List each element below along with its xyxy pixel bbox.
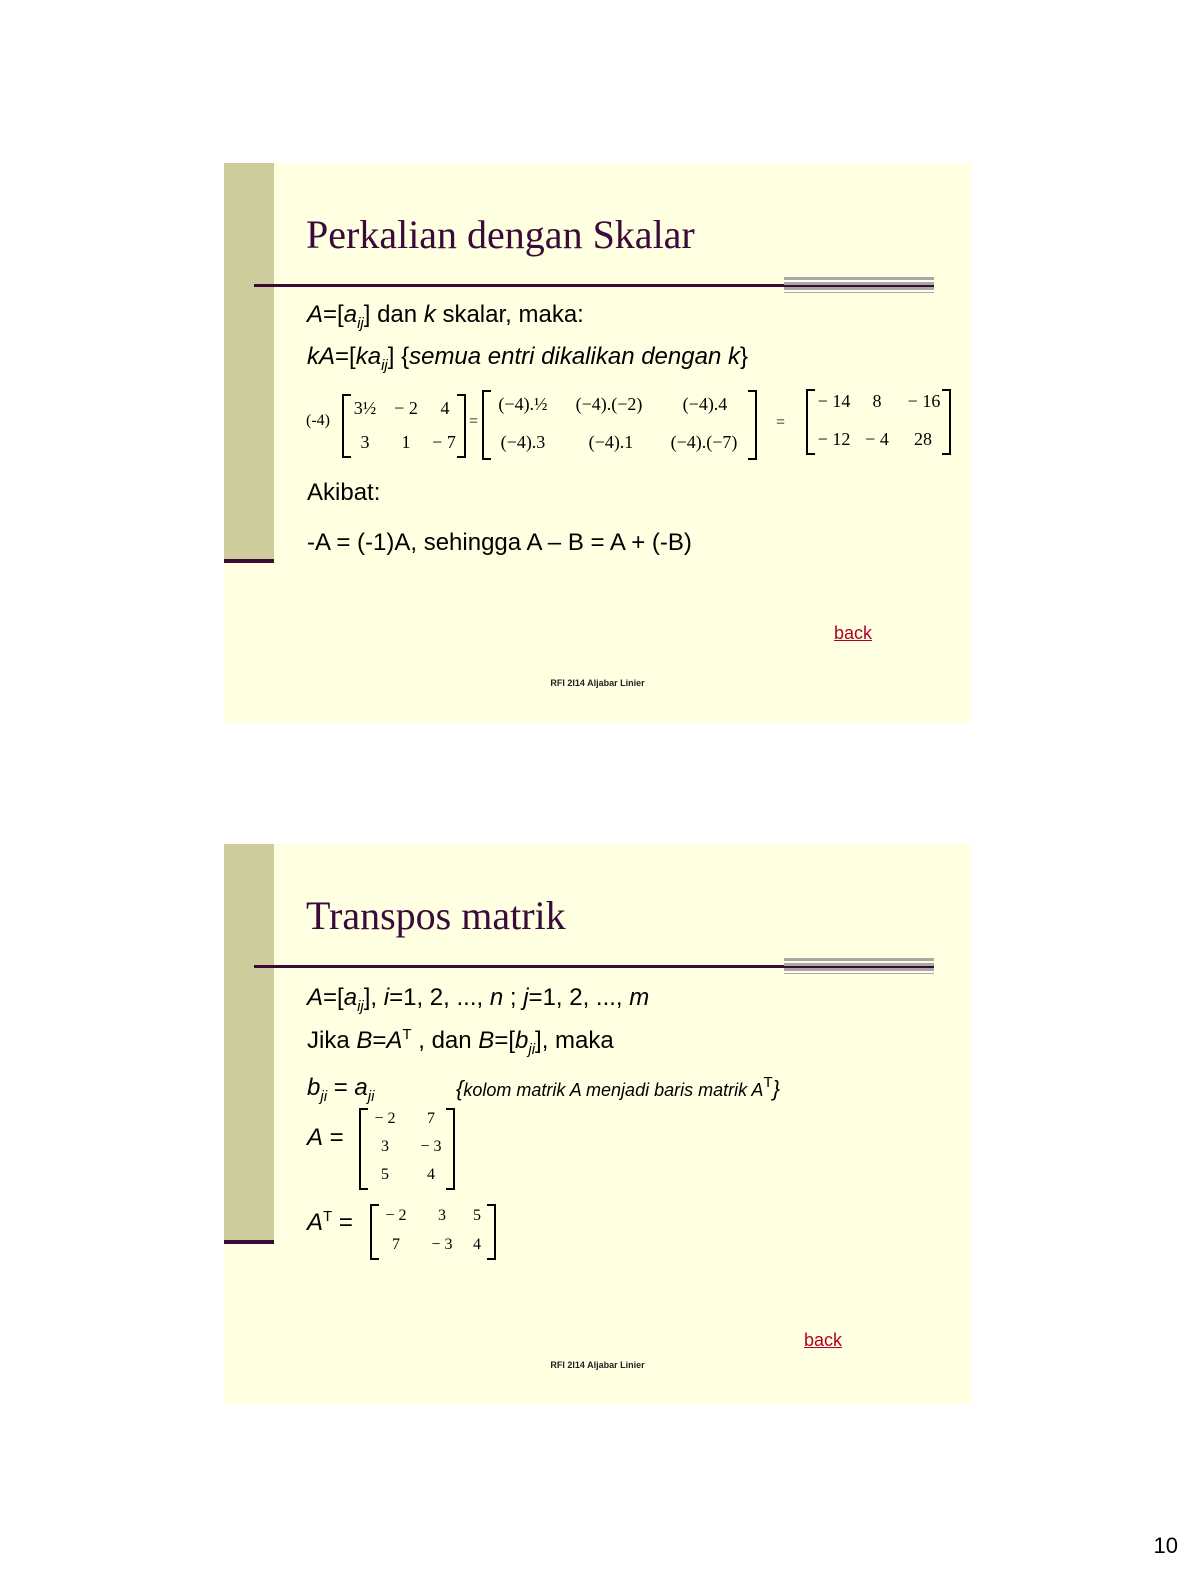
back-link[interactable]: back <box>834 623 873 643</box>
equals-sign: = <box>469 413 479 430</box>
slide-scalar-multiplication <box>224 163 971 723</box>
definition-line: $A=[a_{ij}]$, i=1, 2, ..., n ; j=1, 2, ..., m <box>307 984 650 1015</box>
akibat-heading: Akibat: <box>307 479 381 506</box>
matrix-cell: 3 <box>438 1207 446 1224</box>
matrix-cell: − 4 <box>865 429 889 449</box>
title-underline-accent <box>784 958 934 974</box>
matrix-cell: (−4).1 <box>588 432 634 452</box>
matrix-a <box>359 1108 455 1190</box>
matrix-result <box>806 389 951 455</box>
matrix-cell: 5 <box>381 1166 389 1183</box>
transpose-definition-line: Jika $B=A^T$ , dan $B=[b_{ji}]$, maka <box>307 1026 614 1058</box>
matrix-cell: 3 <box>381 1138 389 1155</box>
matrix-cell: − 16 <box>907 391 941 411</box>
matrix-cell: − 14 <box>817 391 851 411</box>
matrix-cell: 4 <box>473 1236 481 1253</box>
matrix-cell: (−4).4 <box>682 394 728 414</box>
matrix-cell: (−4).(−7) <box>670 432 738 452</box>
matrix-cell: − 7 <box>432 432 456 452</box>
matrix-cell: − 3 <box>431 1236 453 1253</box>
matrix-cell: 3½ <box>353 398 377 418</box>
slide-side-bar <box>224 844 274 1244</box>
scalar-factor: (-4) <box>306 412 330 429</box>
akibat-line: -A = (-1)A, sehingga A – B = A + (-B) <box>307 529 692 556</box>
matrix-cell: − 12 <box>817 429 851 449</box>
matrix-cell: 4 <box>440 398 450 418</box>
equals-sign: = <box>776 414 786 431</box>
matrix-cell: (−4).(−2) <box>575 394 643 414</box>
matrix-expanded <box>482 390 757 460</box>
slide-transpose <box>224 844 971 1404</box>
matrix-cell: 1 <box>401 432 411 452</box>
formula-line: $kA=[ka_{ij}]$ {semua entri dikalikan dengan k} <box>307 343 748 374</box>
matrix-cell: − 2 <box>374 1110 396 1127</box>
matrix-cell: 28 <box>914 429 932 449</box>
matrix-a-transpose <box>370 1204 496 1260</box>
matrix-at-label: $A^T$ = <box>307 1208 353 1236</box>
matrix-cell: 5 <box>473 1207 481 1224</box>
matrix-cell: 8 <box>872 391 882 411</box>
slide-footer: RFI 2I14 Aljabar Linier <box>550 678 645 688</box>
transpose-note: {kolom matrik A menjadi baris matrik $A^T$} <box>456 1074 780 1101</box>
slide-side-bar-tick <box>224 1240 274 1244</box>
back-link[interactable]: back <box>804 1330 843 1350</box>
matrix-a <box>342 394 466 458</box>
slide-footer: RFI 2I14 Aljabar Linier <box>550 1360 645 1370</box>
matrix-a-label: A = <box>307 1124 344 1151</box>
matrix-cell: (−4).½ <box>498 394 548 414</box>
matrix-cell: 7 <box>427 1110 435 1127</box>
matrix-cell: − 2 <box>385 1207 407 1224</box>
element-relation-line: $b_{ji} = a_{ji}$ <box>307 1074 375 1105</box>
matrix-cell: (−4).3 <box>500 432 546 452</box>
page-number: 10 <box>1153 1533 1178 1558</box>
matrix-cell: − 2 <box>394 398 418 418</box>
slide-side-bar-tick <box>224 559 274 563</box>
definition-line: $A=[a_{ij}]$ dan k skalar, maka: <box>307 301 584 332</box>
slide-title: Transpos matrik <box>306 893 566 938</box>
title-underline-accent <box>784 277 934 293</box>
matrix-cell: − 3 <box>420 1138 442 1155</box>
matrix-cell: 3 <box>360 432 370 452</box>
matrix-cell: 7 <box>392 1236 400 1253</box>
slide-title: Perkalian dengan Skalar <box>306 212 695 257</box>
matrix-cell: 4 <box>427 1166 435 1183</box>
slide-side-bar <box>224 163 274 563</box>
